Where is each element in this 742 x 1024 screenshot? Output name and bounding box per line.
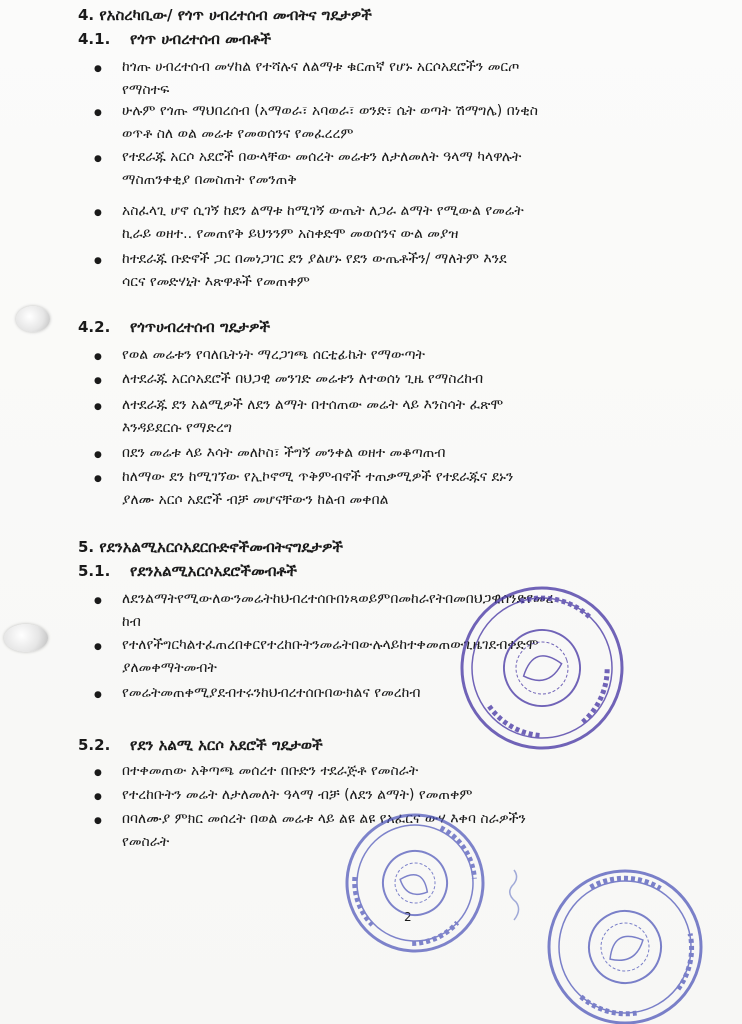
bullet-icon: ● xyxy=(94,154,102,164)
list-item-line: ለተደራጁ ደን አልሚዎች ለደን ልማት በተሰጠው መሬት ላይ እንስሳት ፈጽሞ xyxy=(122,397,504,413)
list-item-line: ኪራይ ወዘተ.. የመጠየቅ ይህንንም አስቀድሞ መወሰንና ውል መያዝ xyxy=(122,226,459,242)
list-item-line: ያለመቀማትመብት xyxy=(122,660,217,676)
bullet-icon: ● xyxy=(94,208,102,218)
list-item xyxy=(122,442,722,465)
list-item xyxy=(122,248,722,294)
list-item-line: ከጎጡ ሀብረተሰብ መሃከል የተሻሉና ለልማቱ ቁርጠኛ የሆኑ አርሶአደሮችን መርጦ xyxy=(122,59,520,75)
list-item-line: በደን መሬቱ ላይ እሳት መለኮስ፣ ችግኝ መንቀል ወዘተ መቆጣጠብ xyxy=(122,445,446,461)
bullet-icon: ● xyxy=(94,108,102,118)
list-item xyxy=(122,760,722,783)
bullet-icon: ● xyxy=(94,474,102,484)
section-5-2-number: 5.2. xyxy=(78,736,111,754)
bullet-icon: ● xyxy=(94,352,102,362)
bullet-icon: ● xyxy=(94,768,102,778)
official-seal-stamp-lower-left xyxy=(340,808,490,958)
official-seal-stamp-lower-right xyxy=(540,862,710,1024)
list-item-line: በተቀመጠው አቅጣጫ መሰረተ በቡድን ተደራጅቶ የመስራት xyxy=(122,763,419,779)
list-item xyxy=(122,100,722,146)
list-item-line: ከብ xyxy=(122,614,141,630)
list-item xyxy=(122,200,722,246)
list-item-line: ለተደራጁ አርሶአደሮች በህጋዊ መንገድ መሬቱን ለተወሰነ ጊዜ የማስረከብ xyxy=(122,371,484,387)
list-item-line: የመሬትመጠቀሚያደብተሩንከህብረተሰቡበውክልና የመረከብ xyxy=(122,685,421,701)
section-5-2-heading xyxy=(78,736,323,754)
list-item-line: በባለሙያ ምክር መሰረት በወል መሬቱ ላይ ልዩ ልዩ የአፈርና ውሃ እቀባ ስራዎችን xyxy=(122,811,526,827)
list-item xyxy=(122,784,722,807)
punch-hole-lower xyxy=(4,624,48,652)
list-item xyxy=(122,634,722,680)
punch-hole-upper xyxy=(16,306,50,332)
list-item xyxy=(122,394,722,440)
bullet-icon: ● xyxy=(94,816,102,826)
section-5-1-heading xyxy=(78,562,297,580)
list-item-line: እንዳይደርሱ የማድረግ xyxy=(122,420,232,436)
section-4-2-heading xyxy=(78,318,270,336)
list-item-line: የተለየችግርካልተፈጠረበቀርየተረከቡትንመሬትበውሉላይከተቀመጠውጊዜገደብቀድሞ xyxy=(122,637,539,653)
list-item-line: የመስራት xyxy=(122,834,170,850)
official-seal-stamp-upper xyxy=(452,578,632,758)
list-item xyxy=(122,146,722,192)
list-item-line: ሁሉም የጎጡ ማህበረሰብ (አማወራ፣ አባወራ፣ ወንድ፣ ሴት ወጣት ሽማግሌ) በነቂስ xyxy=(122,103,539,119)
list-item-line: የወል መሬቱን የባለቤትነት ማረጋገጫ ሰርቲፊኬት የማውጣት xyxy=(122,347,426,363)
ink-smudge xyxy=(504,866,526,926)
bullet-icon: ● xyxy=(94,376,102,386)
list-item xyxy=(122,466,722,512)
section-4-1-heading xyxy=(78,30,271,48)
list-item-line: ሳርና የመድሃኒት እጽዋቶች የመጠቀም xyxy=(122,274,310,290)
bullet-icon: ● xyxy=(94,792,102,802)
section-4-heading: 4. የአስረካቢው/ የጎጥ ሀብረተሰብ መብትና ግዴታዎች xyxy=(78,6,372,24)
bullet-icon: ● xyxy=(94,402,102,412)
list-item xyxy=(122,588,722,634)
list-item-line: ለደንልማትየሚውለውንመሬትከህብረተሰቡበነጻወይምበመከራየትበመበህጋዊሰንድየመረ xyxy=(122,591,554,607)
list-item-line: የተደራጁ አርሶ አደሮች በውላቸው መሰረት መሬቱን ለታለመለት ዓላማ ካላዋሉት xyxy=(122,149,522,165)
list-item xyxy=(122,344,722,367)
bullet-icon: ● xyxy=(94,642,102,652)
section-4-1-title: የጎጥ ሀብረተሰብ መብቶች xyxy=(130,30,272,48)
bullet-icon: ● xyxy=(94,596,102,606)
bullet-icon: ● xyxy=(94,450,102,460)
section-5-1-number: 5.1. xyxy=(78,562,111,580)
list-item xyxy=(122,368,722,391)
list-item-line: ማስጠንቀቂያ በመስጠት የመንጠቅ xyxy=(122,172,297,188)
list-item-line: አስፈላጊ ሆኖ ሲገኝ ከደን ልማቱ ከሚገኝ ውጤት ለጋራ ልማት የሚውል የመሬት xyxy=(122,203,524,219)
bullet-icon: ● xyxy=(94,256,102,266)
section-5-2-title: የደን አልሚ አርሶ አደሮች ግዴታወች xyxy=(130,736,323,754)
list-item-line: የተረከቡትን መሬት ለታለመለት ዓላማ ብቻ (ለደን ልማት) የመጠቀም xyxy=(122,787,473,803)
page-number: 2 xyxy=(404,910,412,924)
list-item-line: የማስተፍ xyxy=(122,82,170,98)
section-5-1-title: የደንአልሚአርሶአደሮችመብቶች xyxy=(130,562,297,580)
list-item-line: ያለሙ አርሶ አደሮች ብቻ መሆናቸውን ከልብ መቀበል xyxy=(122,492,389,508)
section-5-heading: 5. የደንአልሚአርሶአደርቡድኖችመብትናግዴታዎች xyxy=(78,538,344,556)
list-item xyxy=(122,682,722,705)
list-item xyxy=(122,56,722,102)
bullet-icon: ● xyxy=(94,64,102,74)
bullet-icon: ● xyxy=(94,690,102,700)
section-4-2-title: የጎጥሀብረተሰብ ግዴታዎች xyxy=(130,318,271,336)
section-4-1-number: 4.1. xyxy=(78,30,111,48)
list-item-line: ወጥቶ ስለ ወል መሬቱ የመወሰንና የመፈረረም xyxy=(122,126,354,142)
list-item-line: ከተደራጁ ቡድኖች ጋር በመነጋገር ደን ያልሆኑ የደን ውጤቶችን/ ማለትም እንደ xyxy=(122,251,507,267)
list-item-line: ከለማው ደን ከሚገኘው የኢኮኖሚ ጥቅምብኖች ተጠቃሚዎች የተደራጁና ደኑን xyxy=(122,469,514,485)
section-4-2-number: 4.2. xyxy=(78,318,111,336)
